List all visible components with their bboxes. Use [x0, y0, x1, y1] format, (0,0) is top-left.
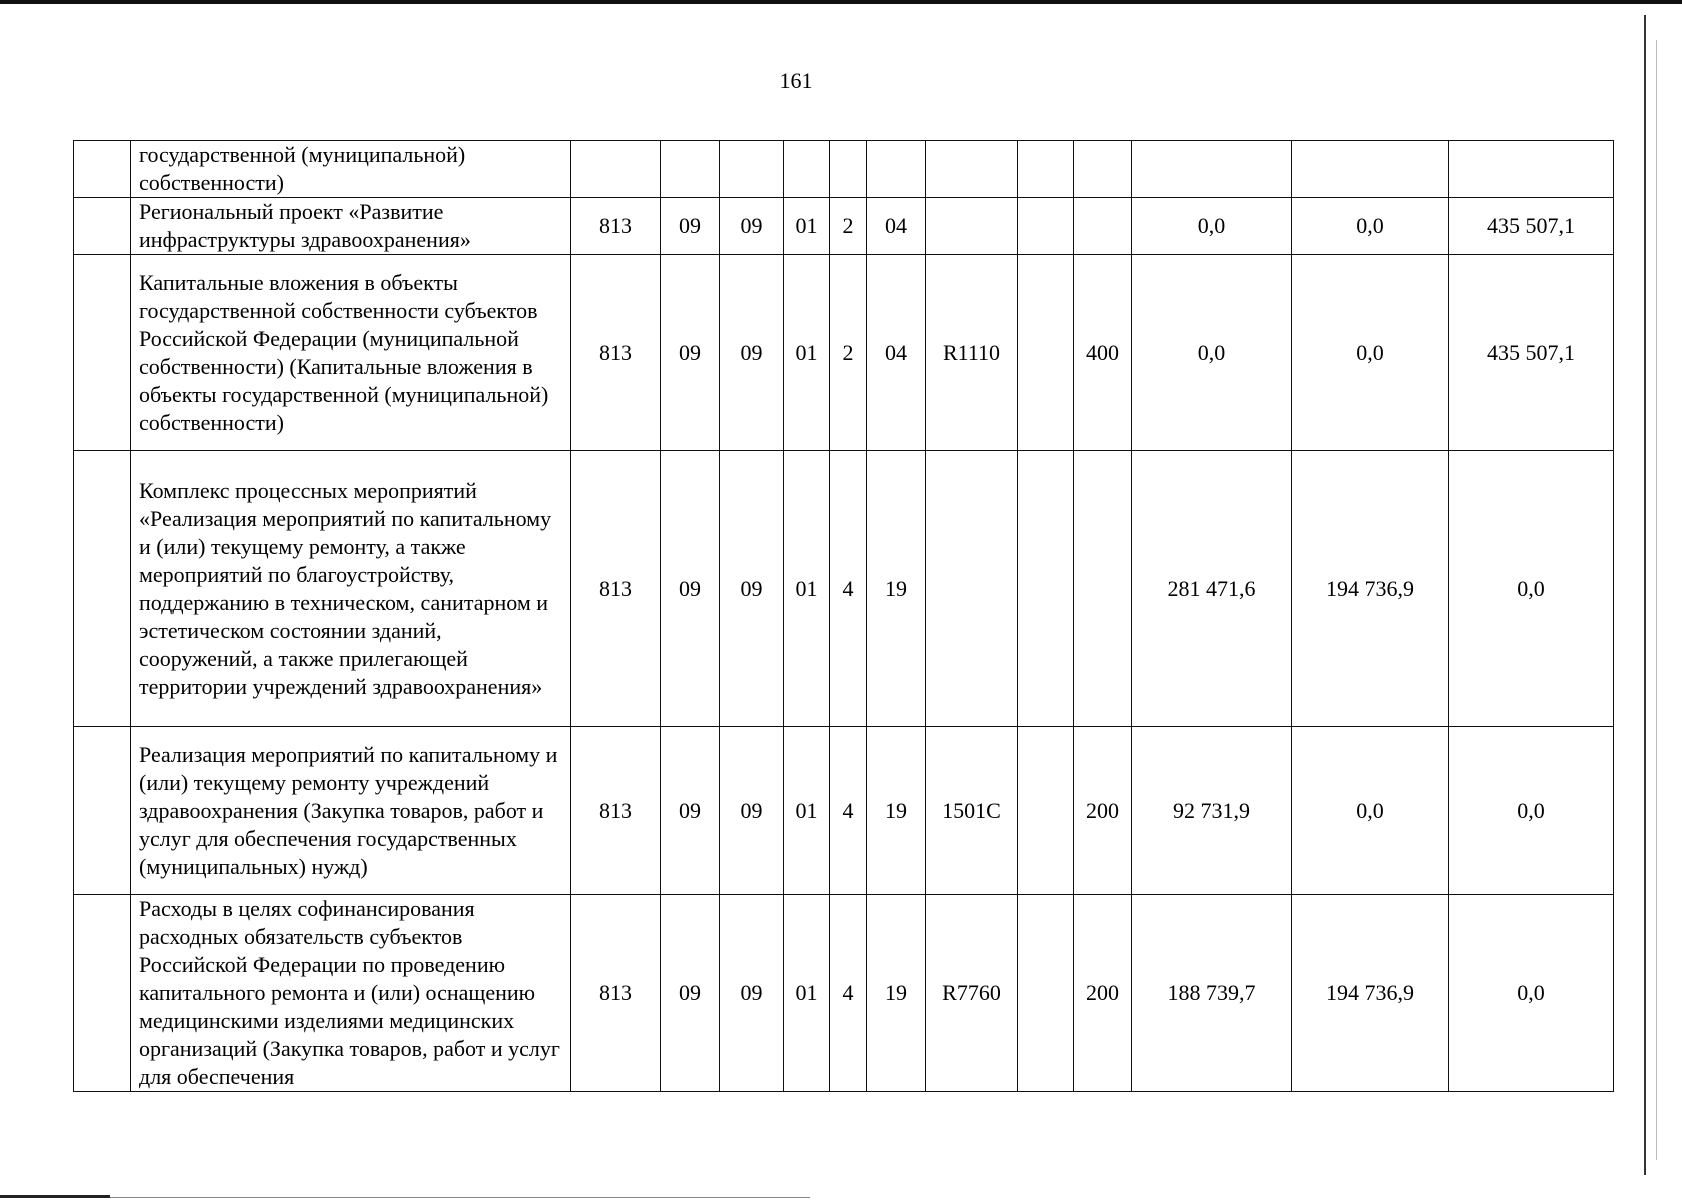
cell-sum-1: 0,0: [1132, 255, 1292, 451]
cell-code-2: 09: [661, 255, 720, 451]
cell-code-9: 200: [1074, 895, 1132, 1092]
row-number-cell: [74, 451, 131, 727]
cell-code-4: 01: [784, 198, 830, 255]
cell-code-5: 4: [830, 895, 867, 1092]
cell-code-8: [1018, 255, 1074, 451]
cell-sum-1: 188 739,7: [1132, 895, 1292, 1092]
cell-code-8: [1018, 198, 1074, 255]
cell-code-1: 813: [571, 255, 661, 451]
row-name: Комплекс процессных мероприятий «Реализация мероприятий по капитальному и (или) текущему ремонту, а также мероприятий по благоустройству, поддержанию в техническом, санитарном и эстетическом состоянии зданий, сооружений, а также прилегающей территории учреждений здравоохранения»: [131, 451, 571, 727]
cell-code-7: [926, 451, 1018, 727]
cell-code-7: R7760: [926, 895, 1018, 1092]
cell-sum-3: 435 507,1: [1449, 198, 1614, 255]
scan-edge-bottom-thin: [110, 1197, 810, 1198]
scan-edge-top: [0, 0, 1682, 4]
row-name: Расходы в целях софинансирования расходных обязательств субъектов Российской Федерации по проведению капитального ремонта и (или) оснащению медицинскими изделиями медицинских организаций (Закупка товаров, работ и услуг для обеспечения: [131, 895, 571, 1092]
cell-code-6: [867, 141, 926, 198]
row-name: Региональный проект «Развитие инфраструктуры здравоохранения»: [131, 198, 571, 255]
cell-code-6: 04: [867, 198, 926, 255]
row-number-cell: [74, 255, 131, 451]
cell-code-1: 813: [571, 727, 661, 895]
cell-sum-2: 0,0: [1292, 255, 1449, 451]
cell-code-3: 09: [720, 451, 784, 727]
cell-code-2: 09: [661, 895, 720, 1092]
cell-code-7: 1501C: [926, 727, 1018, 895]
cell-code-6: 19: [867, 895, 926, 1092]
cell-code-4: [784, 141, 830, 198]
cell-code-7: [926, 198, 1018, 255]
table-row: [74, 727, 1614, 895]
cell-code-9: [1074, 198, 1132, 255]
row-number-cell: [74, 141, 131, 198]
cell-code-1: 813: [571, 451, 661, 727]
row-name: государственной (муниципальной) собственности): [131, 141, 571, 198]
cell-code-1: 813: [571, 198, 661, 255]
cell-code-1: 813: [571, 895, 661, 1092]
cell-code-5: 4: [830, 451, 867, 727]
cell-code-4: 01: [784, 895, 830, 1092]
cell-code-2: 09: [661, 451, 720, 727]
cell-code-6: 19: [867, 727, 926, 895]
cell-sum-3: 0,0: [1449, 895, 1614, 1092]
cell-sum-3: 435 507,1: [1449, 255, 1614, 451]
cell-sum-1: [1132, 141, 1292, 198]
scan-edge-right-thin: [1656, 40, 1657, 1160]
cell-sum-1: 281 471,6: [1132, 451, 1292, 727]
cell-code-3: 09: [720, 255, 784, 451]
row-number-cell: [74, 727, 131, 895]
cell-code-5: 2: [830, 198, 867, 255]
cell-code-4: 01: [784, 451, 830, 727]
cell-code-9: [1074, 451, 1132, 727]
cell-code-9: 200: [1074, 727, 1132, 895]
row-name: Реализация мероприятий по капитальному и (или) текущему ремонту учреждений здравоохранения (Закупка товаров, работ и услуг для обеспечения государственных (муниципальных) нужд): [131, 727, 571, 895]
cell-code-8: [1018, 727, 1074, 895]
cell-code-6: 19: [867, 451, 926, 727]
cell-code-8: [1018, 895, 1074, 1092]
cell-code-5: [830, 141, 867, 198]
row-number-cell: [74, 895, 131, 1092]
cell-code-7: [926, 141, 1018, 198]
cell-code-1: [571, 141, 661, 198]
cell-code-8: [1018, 141, 1074, 198]
row-name: Капитальные вложения в объекты государственной собственности субъектов Российской Федерации (муниципальной собственности) (Капитальные вложения в объекты государственной (муниципальной) собственности): [131, 255, 571, 451]
cell-sum-2: [1292, 141, 1449, 198]
cell-code-5: 2: [830, 255, 867, 451]
page-number: 161: [779, 68, 813, 93]
cell-code-3: 09: [720, 727, 784, 895]
cell-sum-3: 0,0: [1449, 727, 1614, 895]
cell-code-2: 09: [661, 198, 720, 255]
cell-code-7: R1110: [926, 255, 1018, 451]
cell-code-2: 09: [661, 727, 720, 895]
cell-sum-3: [1449, 141, 1614, 198]
scan-edge-bottom: [0, 1195, 110, 1198]
cell-code-9: [1074, 141, 1132, 198]
cell-sum-1: 0,0: [1132, 198, 1292, 255]
cell-sum-2: 0,0: [1292, 727, 1449, 895]
cell-code-5: 4: [830, 727, 867, 895]
table-row: [74, 198, 1614, 255]
table-row: [74, 255, 1614, 451]
cell-sum-1: 92 731,9: [1132, 727, 1292, 895]
cell-code-3: 09: [720, 198, 784, 255]
row-number-cell: [74, 198, 131, 255]
cell-code-8: [1018, 451, 1074, 727]
cell-code-4: 01: [784, 255, 830, 451]
cell-code-3: [720, 141, 784, 198]
cell-sum-3: 0,0: [1449, 451, 1614, 727]
cell-code-6: 04: [867, 255, 926, 451]
table-row: [74, 895, 1614, 1092]
cell-code-9: 400: [1074, 255, 1132, 451]
cell-sum-2: 0,0: [1292, 198, 1449, 255]
table-row: [74, 141, 1614, 198]
cell-code-4: 01: [784, 727, 830, 895]
budget-table: [73, 140, 1614, 1092]
scan-edge-right: [1644, 15, 1646, 1175]
cell-code-2: [661, 141, 720, 198]
cell-sum-2: 194 736,9: [1292, 895, 1449, 1092]
cell-code-3: 09: [720, 895, 784, 1092]
table-row: [74, 451, 1614, 727]
cell-sum-2: 194 736,9: [1292, 451, 1449, 727]
